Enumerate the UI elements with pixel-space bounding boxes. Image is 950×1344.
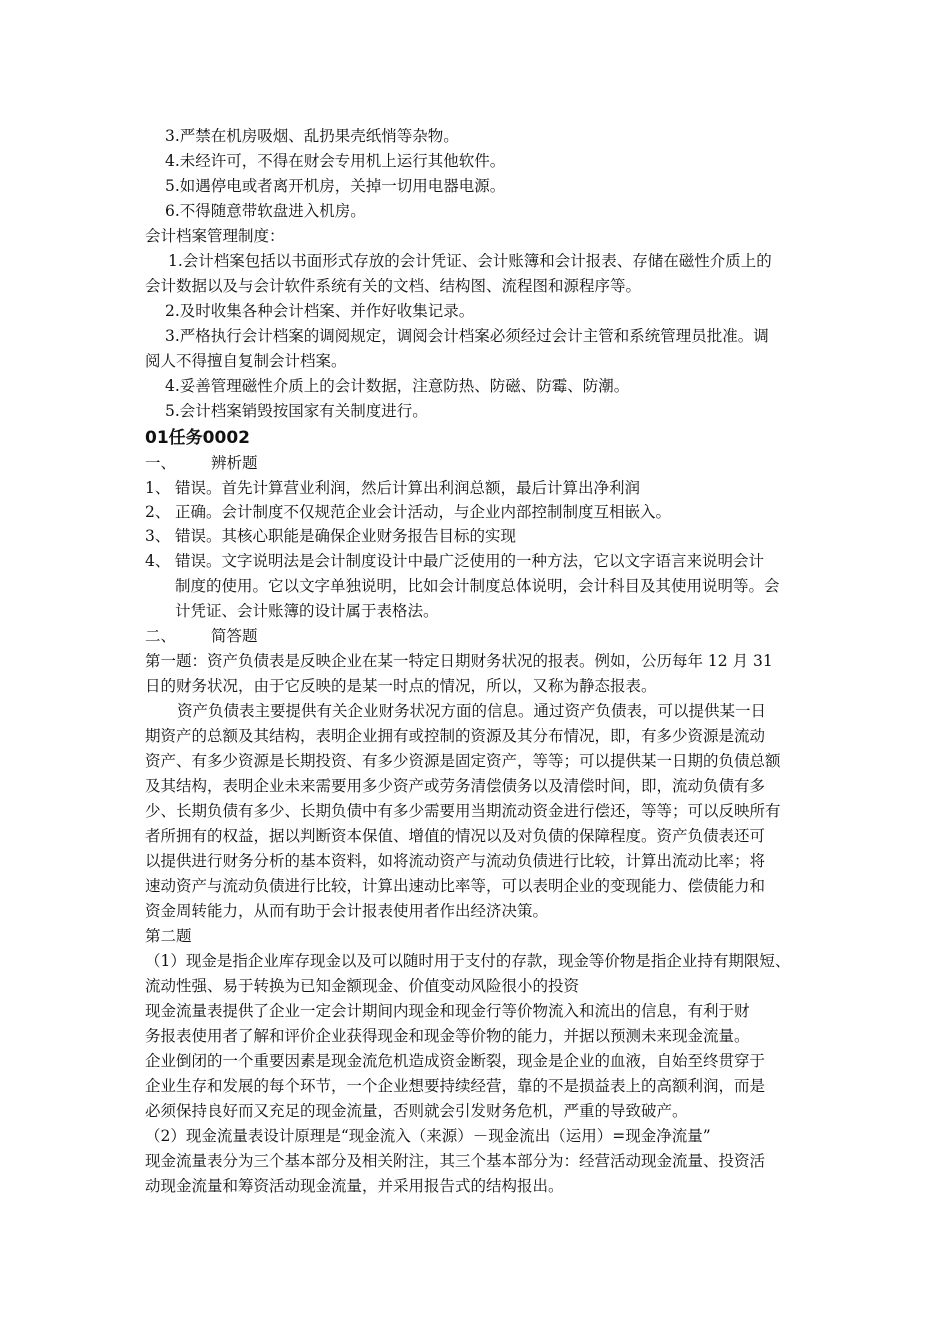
analysis-item-4 (145, 549, 764, 573)
analysis-item-4-num: 4、 (145, 552, 171, 570)
q2-line-3: 现金流量表提供了企业一定会计期间内现金和现金行等价物流入和流出的信息，有利于财 (145, 1002, 750, 1020)
analysis-item-2-text: 正确。会计制度不仅规范企业会计活动，与企业内部控制制度互相嵌入。 (175, 503, 672, 521)
machine-rule-5: 5.如遇停电或者离开机房，关掉一切用电器电源。 (165, 177, 506, 195)
archive-rule-4: 4.妥善管理磁性介质上的会计数据，注意防热、防磁、防霉、防潮。 (165, 377, 630, 395)
archive-rule-2: 2.及时收集各种会计档案、并作好收集记录。 (165, 302, 475, 320)
q2-line-8: （2）现金流量表设计原理是“现金流入（来源）－现金流出（运用）=现金净流量” (145, 1127, 711, 1145)
section2-heading (145, 624, 258, 648)
q1-para-line-6: 者所拥有的权益，据以判断资本保值、增值的情况以及对负债的保障程度。资产负债表还可 (145, 827, 766, 845)
analysis-item-1-num: 1、 (145, 479, 171, 497)
archive-rule-1-cont: 会计数据以及与会计软件系统有关的文档、结构图、流程图和源程序等。 (145, 277, 642, 295)
task-heading: 01任务0002 (145, 428, 250, 448)
archive-rule-3-cont: 阅人不得擅自复制会计档案。 (145, 352, 347, 370)
q1-para-line-7: 以提供进行财务分析的基本资料，如将流动资产与流动负债进行比较，计算出流动比率；将 (145, 852, 766, 870)
archive-rule-1: 1.会计档案包括以书面形式存放的会计凭证、会计账簿和会计报表、存储在磁性介质上的 (168, 252, 772, 270)
analysis-item-3 (145, 524, 516, 548)
q2-line-9: 现金流量表分为三个基本部分及相关附注，其三个基本部分为：经营活动现金流量、投资活 (145, 1152, 766, 1170)
q2-title: 第二题 (145, 927, 192, 945)
section2-title: 简答题 (211, 627, 258, 645)
archive-rule-5: 5.会计档案销毁按国家有关制度进行。 (165, 402, 428, 420)
section1-title: 辨析题 (211, 454, 258, 472)
q2-line-7: 必须保持良好而又充足的现金流量，否则就会引发财务危机，严重的导致破产。 (145, 1102, 688, 1120)
analysis-item-2-num: 2、 (145, 503, 171, 521)
analysis-item-1-text: 错误。首先计算营业利润，然后计算出利润总额，最后计算出净利润 (175, 479, 641, 497)
q2-line-6: 企业生存和发展的每个环节，一个企业想要持续经营，靠的不是损益表上的高额利润，而是 (145, 1077, 766, 1095)
q1-para-line-1: 资产负债表主要提供有关企业财务状况方面的信息。通过资产负债表，可以提供某一日 (177, 702, 767, 720)
analysis-item-4-text: 错误。文字说明法是会计制度设计中最广泛使用的一种方法，它以文字语言来说明会计 (175, 552, 765, 570)
q2-line-1: （1）现金是指企业库存现金以及可以随时用于支付的存款，现金等价物是指企业持有期限短、 (145, 952, 791, 970)
section1-heading (145, 451, 258, 475)
analysis-item-4-cont-1: 制度的使用。它以文字单独说明，比如会计制度总体说明，会计科目及其使用说明等。会 (175, 577, 780, 595)
section1-number: 一、 (145, 454, 177, 472)
archive-rule-3: 3.严格执行会计档案的调阅规定，调阅会计档案必须经过会计主管和系统管理员批准。调 (165, 327, 769, 345)
q2-line-5: 企业倒闭的一个重要因素是现金流危机造成资金断裂，现金是企业的血液，自始至终贯穿于 (145, 1052, 766, 1070)
machine-rule-3: 3.严禁在机房吸烟、乱扔果壳纸悄等杂物。 (165, 127, 459, 145)
section2-number: 二、 (145, 627, 177, 645)
q1-para-line-2: 期资产的总额及其结构，表明企业拥有或控制的资源及其分布情况，即，有多少资源是流动 (145, 727, 766, 745)
q2-line-2: 流动性强、易于转换为已知金额现金、价值变动风险很小的投资 (145, 977, 580, 995)
q2-line-4: 务报表使用者了解和评价企业获得现金和现金等价物的能力，并据以预测未来现金流量。 (145, 1027, 750, 1045)
machine-rule-4: 4.未经许可，不得在财会专用机上运行其他软件。 (165, 152, 506, 170)
q1-para-line-3: 资产、有多少资源是长期投资、有多少资源是固定资产，等等；可以提供某一日期的负债总额 (145, 752, 781, 770)
q1-para-line-5: 少、长期负债有多少、长期负债中有多少需要用当期流动资金进行偿还，等等；可以反映所有 (145, 802, 781, 820)
q1-line-2: 日的财务状况，由于它反映的是某一时点的情况，所以，又称为静态报表。 (145, 677, 657, 695)
analysis-item-1 (145, 476, 640, 500)
analysis-item-2 (145, 500, 671, 524)
q2-line-10: 动现金流量和筹资活动现金流量，并采用报告式的结构报出。 (145, 1177, 564, 1195)
analysis-item-3-num: 3、 (145, 527, 171, 545)
machine-rule-6: 6.不得随意带软盘进入机房。 (165, 202, 366, 220)
analysis-item-4-cont-2: 计凭证、会计账簿的设计属于表格法。 (175, 602, 439, 620)
analysis-item-3-text: 错误。其核心职能是确保企业财务报告目标的实现 (175, 527, 517, 545)
q1-para-line-4: 及其结构，表明企业未来需要用多少资产或劳务清偿债务以及清偿时间，即，流动负债有多 (145, 777, 766, 795)
q1-para-line-9: 资金周转能力，从而有助于会计报表使用者作出经济决策。 (145, 902, 549, 920)
archive-title: 会计档案管理制度： (145, 227, 285, 245)
q1-para-line-8: 速动资产与流动负债进行比较，计算出速动比率等，可以表明企业的变现能力、偿债能力和 (145, 877, 766, 895)
q1-line-1: 第一题：资产负债表是反映企业在某一特定日期财务状况的报表。例如，公历每年 12 月 31 (145, 652, 773, 670)
